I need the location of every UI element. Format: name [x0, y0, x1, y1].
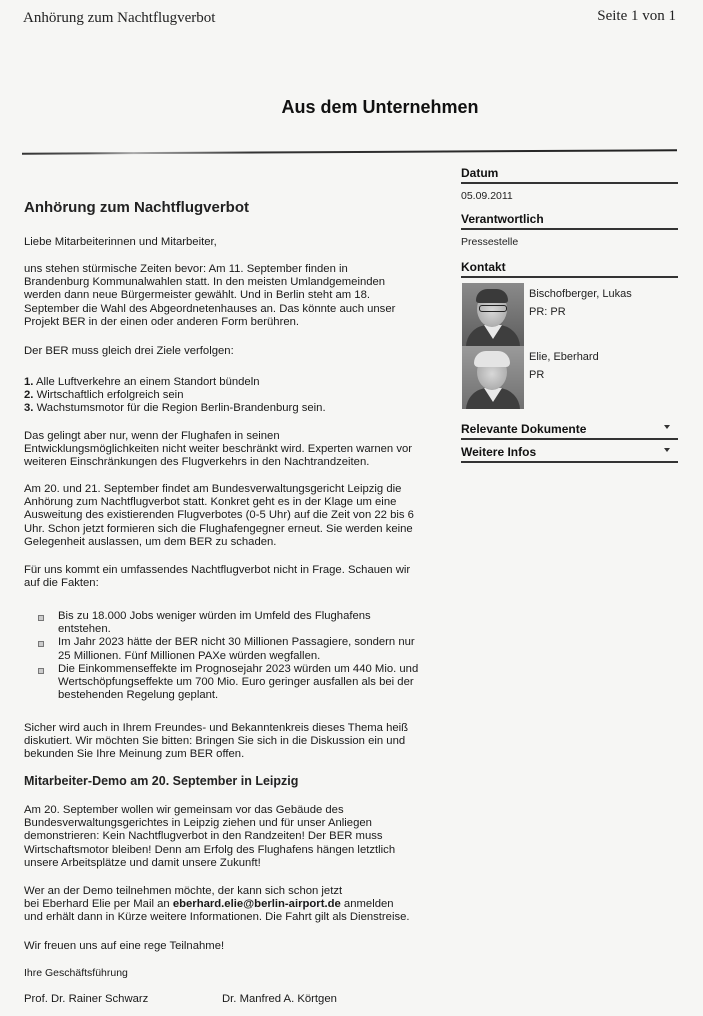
fact-line: bestehenden Regelung geplant. — [58, 689, 219, 702]
paragraph-line: Wer an der Demo teilnehmen möchte, der kann sich schon jetzt — [24, 885, 343, 897]
paragraph-line: auf die Fakten: — [24, 577, 99, 590]
paragraph-line: Ausweitung des existierenden Flugverbotes (0-5 Uhr) auf die Zeit von 22 bis 6 — [24, 509, 414, 522]
email-link[interactable]: eberhard.elie@berlin-airport.de — [172, 898, 341, 911]
accordion-relevante-dokumente[interactable] — [461, 422, 678, 440]
paragraph-line: werden dann neue Bürgermeister gewählt. Und in Berlin steht am 18. — [24, 289, 371, 302]
verantwortlich-heading: Verantwortlich — [461, 212, 678, 230]
paragraph-line: Am 20. und 21. September findet am Bundesverwaltungsgericht Leipzig die — [24, 483, 402, 495]
bullet-icon — [38, 641, 44, 647]
avatar-hair — [476, 289, 508, 303]
avatar-glasses — [479, 305, 507, 312]
paragraph-line: Gelegenheit auslassen, um dem BER zu schaden. — [24, 535, 277, 548]
facts-list — [24, 610, 444, 702]
signatory-name: Prof. Dr. Rainer Schwarz — [24, 993, 149, 1005]
paragraph-demo — [24, 804, 444, 870]
paragraph-line: Uhr. Schon jetzt formieren sich die Flughafengegner erneut. Sie werden keine — [24, 522, 413, 535]
avatar — [462, 346, 524, 409]
avatar — [462, 283, 524, 346]
contact-card[interactable] — [462, 283, 678, 346]
article-title: Anhörung zum Nachtflugverbot — [24, 199, 249, 216]
print-header-title: Anhörung zum Nachtflugverbot — [23, 10, 216, 26]
greeting: Liebe Mitarbeiterinnen und Mitarbeiter, — [24, 236, 217, 248]
fact-item — [24, 663, 444, 703]
goal-text: Alle Luftverkehre an einem Standort bündeln — [35, 376, 260, 388]
paragraph-line: bekunden Sie Ihre Meinung zum BER offen. — [24, 748, 245, 761]
paragraph-line: Projekt BER in der einen oder anderen Form berühren. — [24, 315, 300, 328]
paragraph-line: Brandenburg Kommunalwahlen statt. In den meisten Umlandgemeinden — [24, 276, 386, 289]
fact-line: Im Jahr 2023 hätte der BER nicht 30 Millionen Passagiere, sondern nur — [58, 636, 415, 649]
contact-role: PR — [529, 369, 545, 381]
paragraph-line-suffix: anmelden — [340, 898, 394, 911]
fact-line: 25 Millionen. Fünf Millionen PAXe würden wegfallen. — [58, 649, 321, 662]
paragraph-line: diskutiert. Wir möchten Sie bitten: Bringen Sie sich in die Diskussion ein und — [24, 735, 406, 748]
accordion-label: Relevante Dokumente — [461, 422, 587, 436]
fact-line: Bis zu 18.000 Jobs weniger würden im Umfeld des Flughafens — [58, 610, 371, 622]
contact-card[interactable] — [462, 346, 678, 409]
demo-subheading: Mitarbeiter-Demo am 20. September in Leipzig — [24, 774, 299, 788]
paragraph-development — [24, 430, 444, 470]
goal-number: 3. — [24, 402, 34, 415]
goal-item — [24, 402, 444, 415]
caret-down-icon[interactable] — [664, 448, 670, 452]
goal-item — [24, 389, 444, 402]
paragraph-line: uns stehen stürmische Zeiten bevor: Am 11. September finden in — [24, 263, 348, 275]
paragraph-line: Entwicklungsmöglichkeiten nicht weiter beschränkt wird. Experten warnen vor — [24, 443, 413, 456]
fact-line: Die Einkommenseffekte im Prognosejahr 2023 würden um 440 Mio. und — [58, 662, 419, 675]
paragraph-line: unsere Arbeitsplätze und damit unsere Zukunft! — [24, 856, 261, 869]
goals-list — [24, 376, 444, 416]
paragraph-facts-intro — [24, 564, 444, 590]
paragraph-line: weiteren Einschränkungen des Flugverkehrs in den Nachtrandzeiten. — [24, 456, 370, 469]
contact-role: PR: PR — [529, 306, 566, 318]
goals-intro: Der BER muss gleich drei Ziele verfolgen: — [24, 345, 234, 357]
paragraph-line: Sicher wird auch in Ihrem Freundes- und Bekanntenkreis dieses Thema heiß — [24, 722, 409, 734]
goal-number: 2. — [24, 389, 34, 402]
fact-line: Wertschöpfungseffekte um 700 Mio. Euro geringer ausfallen als bei der — [58, 676, 414, 689]
fact-line: entstehen. — [58, 623, 111, 636]
goal-item — [24, 376, 444, 389]
paragraph-line: Bundesverwaltungsgerichtes in Leipzig ziehen und für unser Anliegen — [24, 817, 372, 830]
kontakt-heading: Kontakt — [461, 260, 678, 278]
caret-down-icon[interactable] — [664, 425, 670, 429]
closing-line: Wir freuen uns auf eine rege Teilnahme! — [24, 940, 225, 952]
paragraph-line: Für uns kommt ein umfassendes Nachtflugverbot nicht in Frage. Schauen wir — [24, 564, 411, 576]
datum-value: 05.09.2011 — [461, 190, 513, 202]
avatar-hair — [474, 351, 510, 367]
paragraph-elections — [24, 263, 444, 329]
paragraph-line: September die Wahl des Abgeordnetenhauses an. Das könnte auch unser — [24, 302, 396, 315]
paragraph-line: demonstrieren: Kein Nachtflugverbot in den Randzeiten! Der BER muss — [24, 830, 383, 843]
paragraph-line: Anhörung zum Nachtflugverbot statt. Konkret geht es in der Klage um eine — [24, 496, 397, 509]
bullet-icon — [38, 615, 44, 621]
paragraph-line: Das gelingt aber nur, wenn der Flughafen in seinen — [24, 430, 280, 442]
accordion-label: Weitere Infos — [461, 445, 537, 459]
bullet-icon — [38, 668, 44, 674]
paragraph-discussion — [24, 722, 444, 762]
paragraph-line: Am 20. September wollen wir gemeinsam vor das Gebäude des — [24, 804, 344, 816]
header-divider — [22, 149, 677, 154]
goal-text: Wachstumsmotor für die Region Berlin-Brandenburg sein. — [36, 402, 326, 415]
sign-off: Ihre Geschäftsführung — [24, 967, 128, 979]
datum-heading: Datum — [461, 166, 678, 184]
fact-item — [24, 610, 444, 636]
section-title: Aus dem Unternehmen — [281, 97, 479, 117]
print-header-page-number: Seite 1 von 1 — [597, 8, 676, 24]
accordion-weitere-infos[interactable] — [461, 445, 678, 463]
paragraph-line: Wirtschaftsmotor bleiben! Denn am Erfolg des Flughafens hängen letztlich — [24, 843, 396, 856]
contact-name[interactable]: Bischofberger, Lukas — [529, 288, 632, 300]
paragraph-line: und erhält dann in Kürze weitere Informationen. Die Fahrt gilt als Dienstreise. — [24, 911, 410, 924]
paragraph-hearing — [24, 483, 444, 549]
goal-text: Wirtschaftlich erfolgreich sein — [36, 389, 184, 402]
verantwortlich-value: Pressestelle — [461, 236, 519, 248]
goal-number: 1. — [24, 376, 34, 388]
paragraph-registration — [24, 885, 444, 925]
signatory-name: Dr. Manfred A. Körtgen — [222, 993, 337, 1005]
contact-name[interactable]: Elie, Eberhard — [529, 351, 599, 363]
paragraph-line-prefix: bei Eberhard Elie per Mail an — [24, 898, 173, 911]
fact-item — [24, 636, 444, 662]
